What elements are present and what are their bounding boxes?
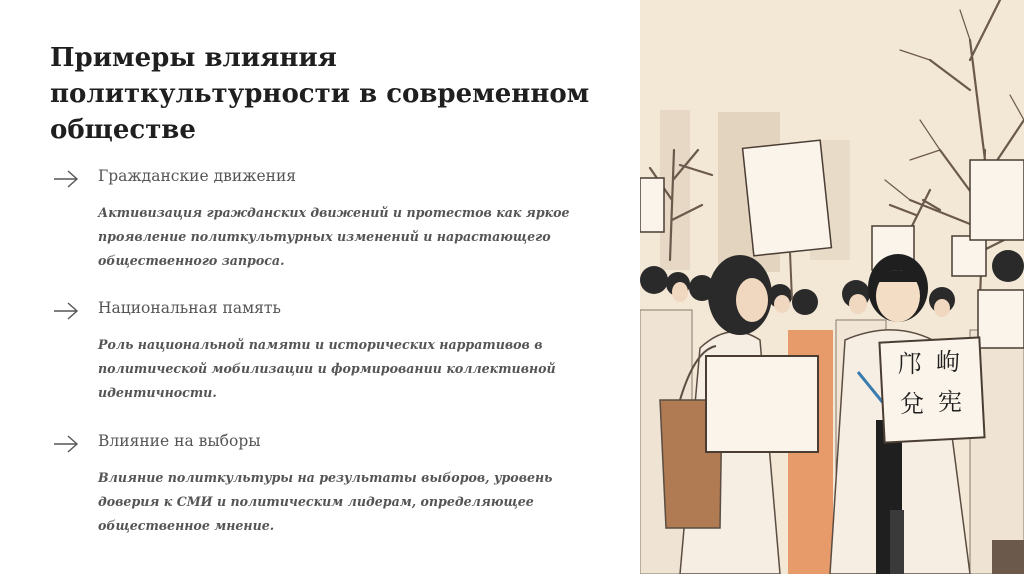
arrow-right-icon (52, 168, 80, 190)
item-description (98, 466, 598, 538)
description-line: доверия к СМИ и политическим лидерам, определяющее (98, 494, 534, 509)
item-description (98, 333, 598, 405)
title-line: обществе (50, 115, 196, 145)
description-line: общественного запроса. (98, 253, 285, 268)
description-line: идентичности. (98, 385, 217, 400)
slide-title (50, 40, 610, 148)
sign-character: 岣 (936, 348, 960, 376)
description-line: Активизация гражданских движений и протестов как яркое (98, 205, 570, 220)
protest-crowd-image (640, 0, 1024, 574)
title-line: политкультурности в современном (50, 79, 590, 109)
description-line: Роль национальной памяти и исторических нарративов в (98, 337, 543, 352)
item-description (98, 201, 598, 273)
arrow-right-icon (52, 300, 80, 322)
item-heading: Национальная память (98, 299, 281, 317)
description-line: Влияние политкультуры на результаты выборов, уровень (98, 470, 553, 485)
item-heading: Гражданские движения (98, 167, 297, 185)
description-line: проявление политкультурных изменений и нарастающего (98, 229, 551, 244)
arrow-right-icon (52, 433, 80, 455)
item-heading: Влияние на выборы (98, 432, 261, 450)
description-line: политической мобилизации и формировании коллективной (98, 361, 556, 376)
protest-illustration (640, 0, 1024, 574)
sign-character: 邝 (898, 350, 922, 378)
sign-character: 宪 (938, 388, 962, 416)
title-line: Примеры влияния (50, 43, 337, 73)
sign-character: 兌 (900, 390, 924, 418)
description-line: общественное мнение. (98, 518, 275, 533)
